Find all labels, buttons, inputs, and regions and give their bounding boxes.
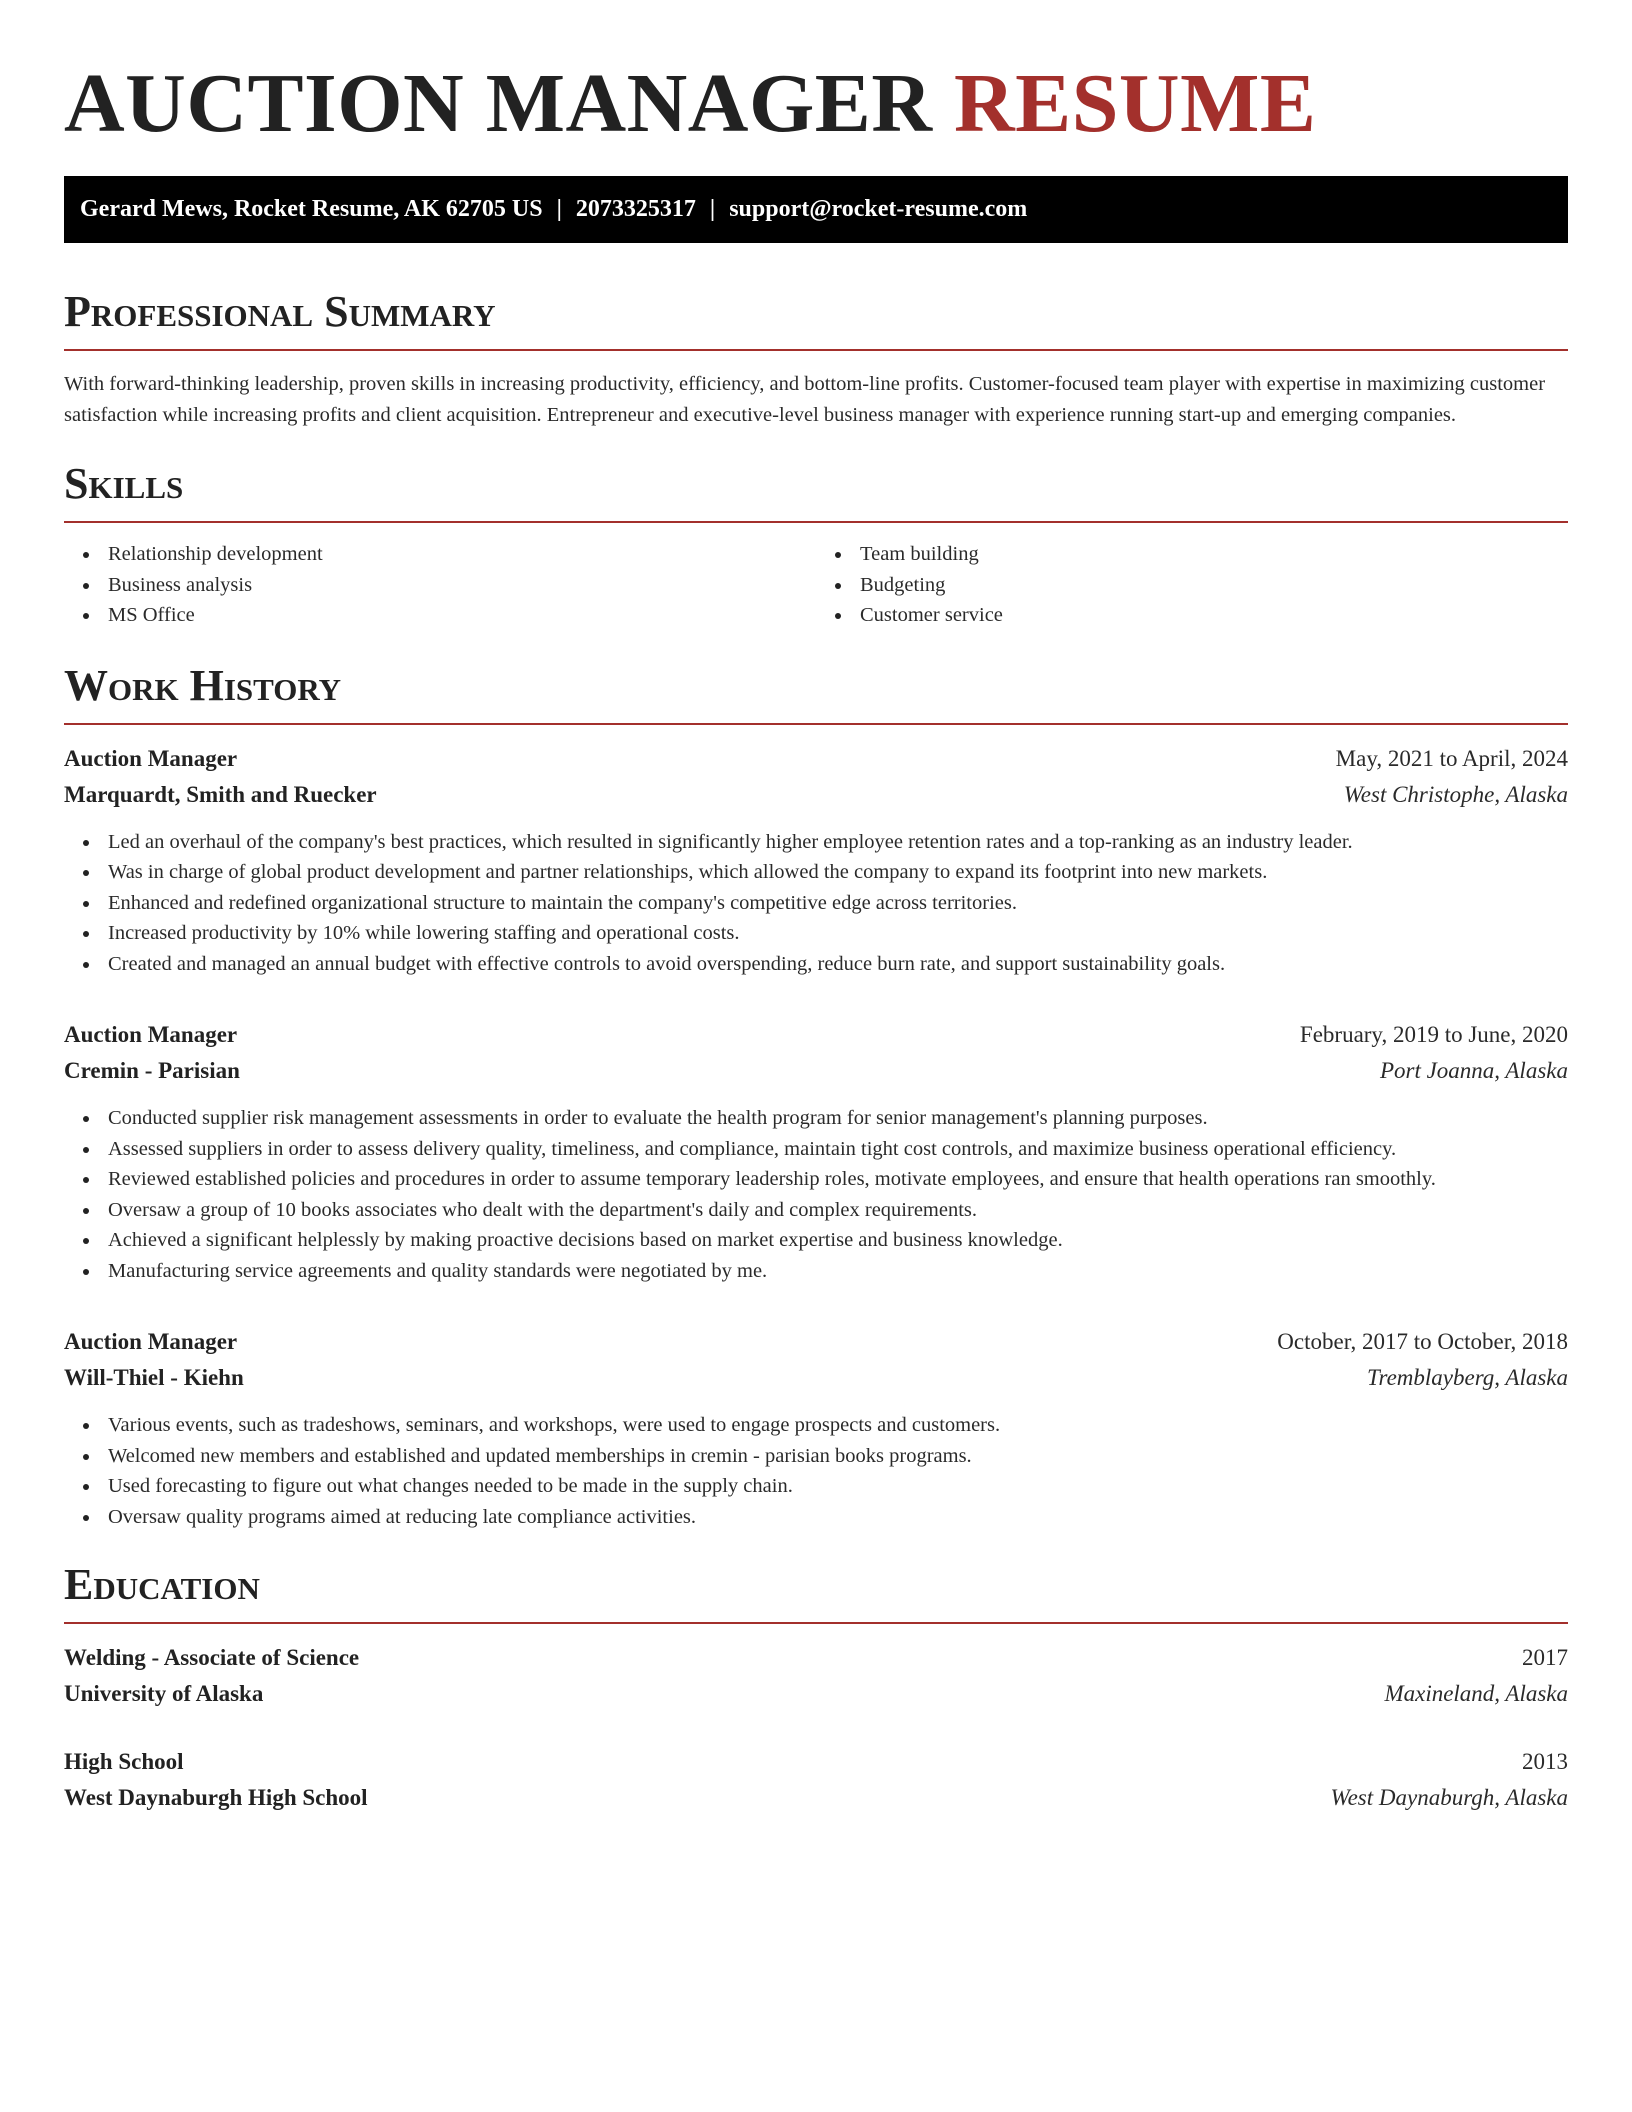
education-entry [64,1640,1568,1712]
job-entry [64,1017,1568,1286]
summary-heading: Professional Summary [64,287,1568,351]
education-location: Maxineland, Alaska [1384,1681,1568,1706]
job-title: Auction Manager [64,1329,238,1354]
contact-email: support@rocket-resume.com [729,196,1028,222]
job-bullet: Led an overhaul of the company's best practices, which resulted in significantly higher employee retention rates and a top-ranking as an industry leader. [108,827,1568,858]
job-company-row [64,1053,1568,1089]
skill-item: Team building [860,539,1568,570]
job-location: West Christophe, Alaska [1343,781,1568,807]
job-bullet: Reviewed established policies and procedures in order to assume temporary leadership roles, motivate employees, and ensure that health operations ran smoothly. [108,1164,1568,1195]
job-title: Auction Manager [64,745,238,771]
skills-heading: Skills [64,459,1568,523]
skill-item: Budgeting [860,570,1568,601]
summary-text: With forward-thinking leadership, proven skills in increasing productivity, efficiency, and bottom-line profits. Customer-focused team player with expertise in maximizing customer satisfaction while increasing profits and client acquisition. Entrepreneur and executive-level business manager with experience running start-up and emerging companies. [64,373,1546,426]
skill-item: Relationship development [108,539,816,570]
title-main: AUCTION MANAGER [64,57,933,150]
job-company: Will-Thiel - Kiehn [64,1365,244,1390]
job-bullet: Various events, such as tradeshows, seminars, and workshops, were used to engage prospects and customers. [108,1410,1568,1441]
education-school: University of Alaska [64,1681,264,1706]
job-title: Auction Manager [64,1022,238,1047]
job-bullet: Was in charge of global product development and partner relationships, which allowed the company to expand its footprint into new markets. [108,857,1568,888]
education-location: West Daynaburgh, Alaska [1330,1785,1568,1810]
skills-grid [64,539,1568,631]
job-header-row [64,1017,1568,1053]
work-history-heading: Work History [64,661,1568,725]
job-bullet: Oversaw a group of 10 books associates who dealt with the department's daily and complex requirements. [108,1195,1568,1226]
job-company-row [64,777,1568,813]
contact-address: Gerard Mews, Rocket Resume, AK 62705 US [80,196,543,222]
job-bullet: Assessed suppliers in order to assess delivery quality, timeliness, and compliance, maintain tight cost controls, and maximize business operational efficiency. [108,1134,1568,1165]
job-dates: October, 2017 to October, 2018 [1277,1329,1568,1354]
job-entry [64,741,1568,980]
education-degree-row [64,1744,1568,1780]
job-bullet: Increased productivity by 10% while lowering staffing and operational costs. [108,918,1568,949]
job-bullets [64,827,1568,980]
education-year: 2017 [1522,1645,1568,1670]
skills-column-right [816,539,1568,631]
education-school: West Daynaburgh High School [64,1785,368,1810]
job-location: Tremblayberg, Alaska [1366,1365,1568,1390]
contact-bar [64,176,1568,243]
job-bullet: Oversaw quality programs aimed at reducing late compliance activities. [108,1502,1568,1533]
skill-item: Customer service [860,600,1568,631]
job-header-row [64,1324,1568,1360]
title-accent: RESUME [954,57,1317,150]
skill-item: MS Office [108,600,816,631]
job-bullet: Conducted supplier risk management assessments in order to evaluate the health program for senior management's planning purposes. [108,1103,1568,1134]
job-entry [64,1324,1568,1532]
education-heading: Education [64,1560,1568,1624]
education-degree-row [64,1640,1568,1676]
education-degree: High School [64,1749,184,1774]
contact-separator: | [709,196,716,222]
education-degree: Welding - Associate of Science [64,1645,360,1670]
job-company: Marquardt, Smith and Ruecker [64,781,377,807]
job-bullet: Achieved a significant helplessly by making proactive decisions based on market expertise and business knowledge. [108,1225,1568,1256]
education-year: 2013 [1522,1749,1568,1774]
skills-column-left [64,539,816,631]
job-dates: May, 2021 to April, 2024 [1335,745,1568,771]
job-bullets [64,1410,1568,1532]
contact-phone: 2073325317 [575,196,696,222]
job-header-row [64,741,1568,777]
contact-separator: | [556,196,562,222]
job-bullet: Manufacturing service agreements and quality standards were negotiated by me. [108,1256,1568,1287]
skill-item: Business analysis [108,570,816,601]
job-bullet: Used forecasting to figure out what changes needed to be made in the supply chain. [108,1471,1568,1502]
job-company-row [64,1360,1568,1396]
job-dates: February, 2019 to June, 2020 [1299,1022,1568,1047]
job-bullet: Enhanced and redefined organizational structure to maintain the company's competitive edge across territories. [108,888,1568,919]
job-location: Port Joanna, Alaska [1379,1058,1568,1083]
job-company: Cremin - Parisian [64,1058,240,1083]
education-entry [64,1744,1568,1816]
job-bullet: Welcomed new members and established and updated memberships in cremin - parisian books programs. [108,1441,1568,1472]
page-title [64,0,1568,152]
job-bullets [64,1103,1568,1286]
education-school-row [64,1676,1568,1712]
job-bullet: Created and managed an annual budget with effective controls to avoid overspending, reduce burn rate, and support sustainability goals. [108,949,1568,980]
education-school-row [64,1780,1568,1816]
